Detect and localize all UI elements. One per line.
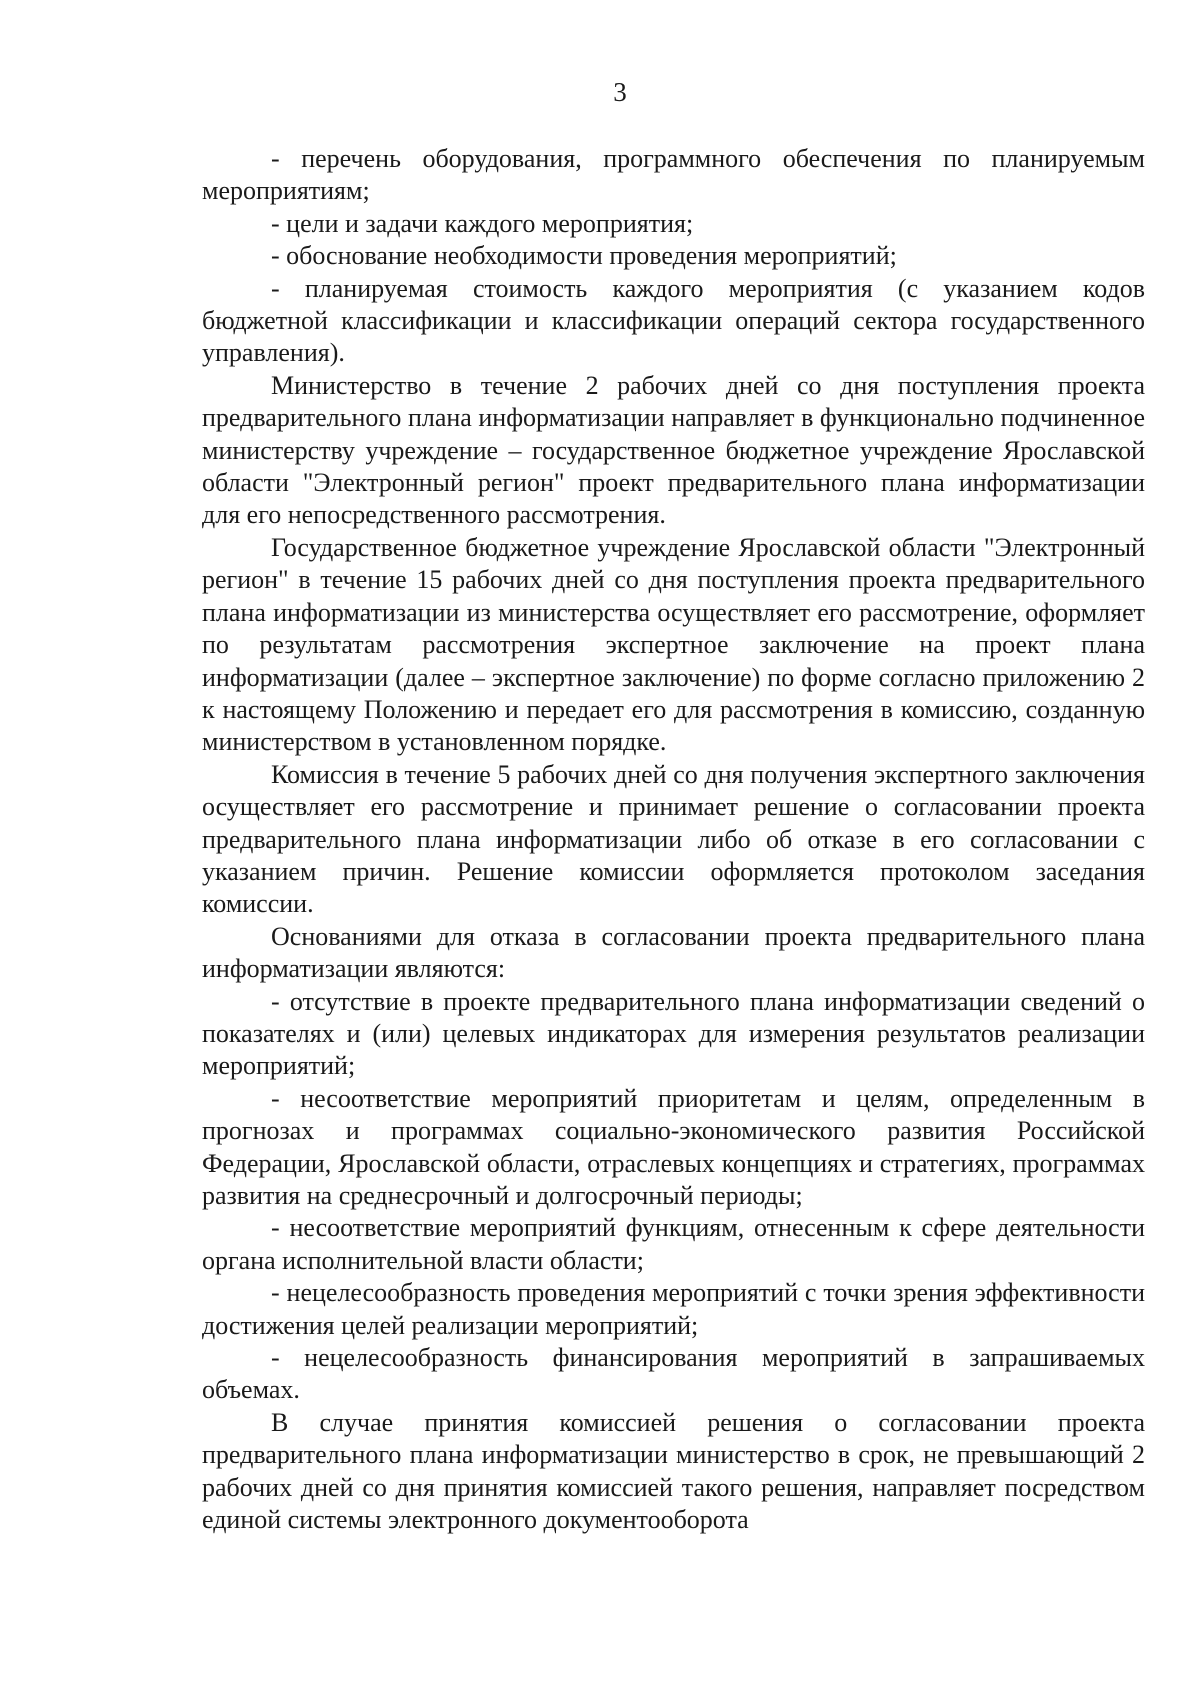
paragraph-commission-decision: Комиссия в течение 5 рабочих дней со дня получения экспертного заключения осуществляет его рассмотрение и принимает решение о согласовании проекта предварительного плана информатизации либо об отказе в его согласовании с указанием причин. Решение комиссии оформляется протоколом заседания комиссии. (202, 759, 1145, 919)
paragraph-ministry-forwarding: Министерство в течение 2 рабочих дней со дня поступления проекта предварительного плана информатизации направляет в функционально подчиненное министерству учреждение – государственное бюджетное учреждение Ярославской области "Электронный регион" проект предварительного плана информатизации для его непосредственного рассмотрения. (202, 370, 1145, 530)
page-number: 3 (613, 77, 627, 107)
list-item-inexpedient-conduct: - нецелесообразность проведения мероприятий с точки зрения эффективности достижения целей реализации мероприятий; (202, 1278, 1145, 1340)
document-body (202, 143, 1145, 1536)
paragraph-expert-review: Государственное бюджетное учреждение Ярославской области "Электронный регион" в течение 15 рабочих дней со дня поступления проекта предварительного плана информатизации из министерства осуществляет его рассмотрение, оформляет по результатам рассмотрения экспертное заключение на проект плана информатизации (далее – экспертное заключение) по форме согласно приложению 2 к настоящему Положению и передает его для рассмотрения в комиссию, созданную министерством в установленном порядке. (202, 532, 1145, 757)
paragraph-refusal-grounds: Основаниями для отказа в согласовании проекта предварительного плана информатизации являются: (202, 921, 1145, 984)
list-item-cost: - планируемая стоимость каждого мероприятия (с указанием кодов бюджетной классификации и классификации операций сектора государственного управления). (202, 273, 1145, 368)
list-item-missing-indicators: - отсутствие в проекте предварительного плана информатизации сведений о показателях и (или) целевых индикаторах для измерения результатов реализации мероприятий; (202, 986, 1145, 1081)
list-item-equipment: - перечень оборудования, программного обеспечения по планируемым мероприятиям; (202, 144, 1145, 206)
list-item-function-mismatch: - несоответствие мероприятий функциям, отнесенным к сфере деятельности органа исполнительной власти области; (202, 1213, 1145, 1275)
list-item-priority-mismatch: - несоответствие мероприятий приоритетам и целям, определенным в прогнозах и программах социально-экономического развития Российской Федерации, Ярославской области, отраслевых концепциях и стратегиях, программах развития на среднесрочный и долгосрочный периоды; (202, 1083, 1145, 1210)
list-item-justification: - обоснование необходимости проведения мероприятий; (271, 241, 897, 271)
list-item-goals: - цели и задачи каждого мероприятия; (271, 208, 694, 238)
paragraph-approval-case: В случае принятия комиссией решения о согласовании проекта предварительного плана информатизации министерство в срок, не превышающий 2 рабочих дней со дня принятия комиссией такого решения, направляет посредством единой системы электронного документооборота (202, 1407, 1145, 1535)
list-item-inexpedient-financing: - нецелесообразность финансирования мероприятий в запрашиваемых объемах. (202, 1343, 1145, 1405)
